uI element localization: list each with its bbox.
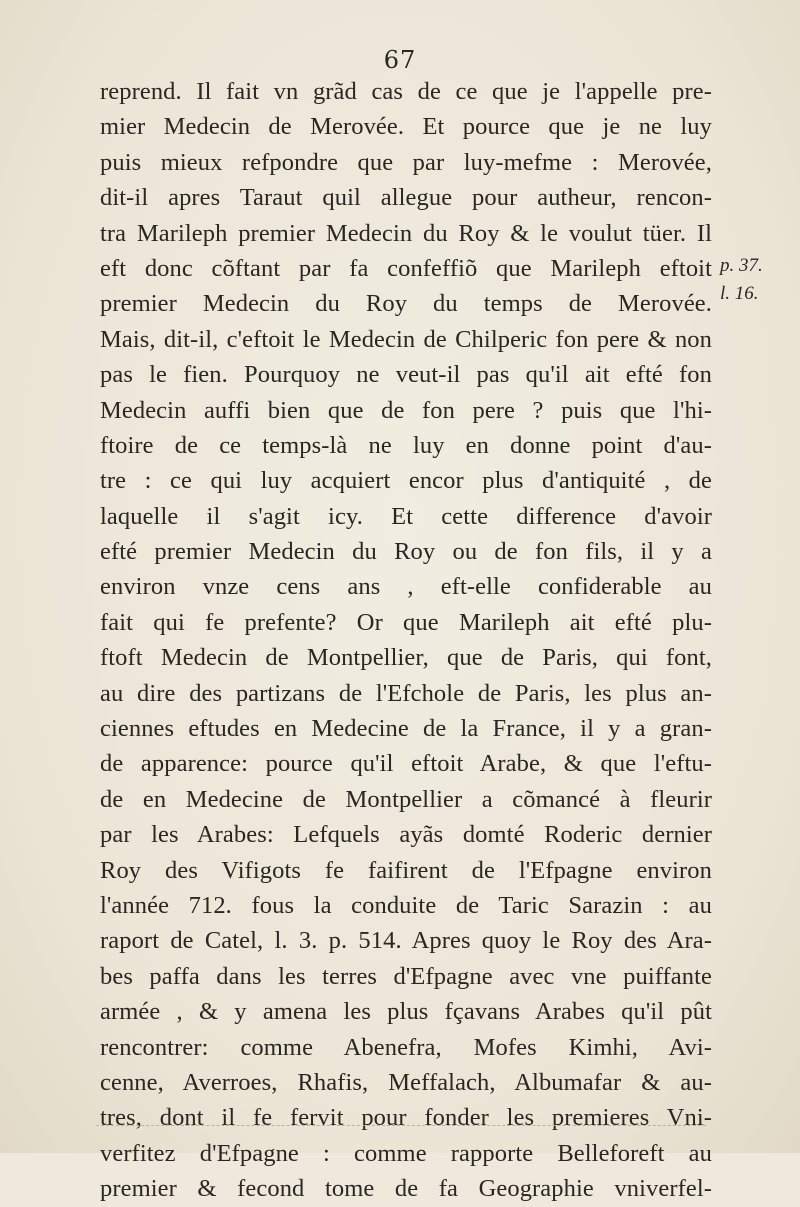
margin-note: p. 37. [720,255,763,276]
text-line: tre : ce qui luy acquiert encor plus d'antiquité , de [100,467,712,495]
text-line: Medecin auffi bien que de fon pere ? puis que l'hi- [100,396,712,424]
margin-note: l. 16. [720,283,759,304]
text-line: Mais, dit-il, c'eftoit le Medecin de Chilperic fon pere & non [100,325,712,353]
text-line: pas le fien. Pourquoy ne veut-il pas qu'il ait efté fon [100,361,712,389]
text-line: de apparence: pource qu'il eftoit Arabe, & que l'eftu- [100,750,712,778]
text-line: premier & fecond tome de fa Geographie vniverfel- [100,1175,712,1203]
text-line: armée , & y amena les plus fçavans Arabes qu'il pût [100,998,712,1026]
text-line: ciennes eftudes en Medecine de la France, il y a gran- [100,715,712,743]
text-line: tra Marileph premier Medecin du Roy & le voulut tüer. Il [100,219,712,247]
text-line: environ vnze cens ans , eft-elle confiderable au [100,573,712,601]
text-line: au dire des partizans de l'Efchole de Paris, les plus an- [100,679,712,707]
text-line: puis mieux refpondre que par luy-mefme : Merovée, [100,148,712,176]
page-number: 67 [383,46,417,74]
text-line: efté premier Medecin du Roy ou de fon fils, il y a [100,538,712,566]
text-line: reprend. Il fait vn grãd cas de ce que je l'appelle pre- [100,78,712,105]
text-line: par les Arabes: Lefquels ayãs domté Roderic dernier [100,821,712,849]
text-line: tres, dont il fe fervit pour fonder les premieres Vni- [100,1104,712,1132]
body-text [100,74,712,1207]
text-line: l'année 712. fous la conduite de Taric Sarazin : au [100,891,712,919]
text-line: Roy des Vifigots fe faifirent de l'Efpagne environ [100,856,712,884]
text-line: verfitez d'Efpagne : comme rapporte Belleforeft au [100,1139,712,1167]
text-line: fait qui fe prefente? Or que Marileph ait efté plu- [100,608,712,636]
text-line: rencontrer: comme Abenefra, Mofes Kimhi, Avi- [100,1033,712,1061]
text-line: ftoire de ce temps-là ne luy en donne point d'au- [100,431,712,459]
text-line: ftoft Medecin de Montpellier, que de Paris, qui font, [100,644,712,672]
text-line: premier Medecin du Roy du temps de Merovée. [100,290,712,318]
text-line: mier Medecin de Merovée. Et pource que je ne luy [100,113,712,141]
bottom-rule [96,1125,706,1127]
text-line: dit-il apres Taraut quil allegue pour autheur, rencon- [100,184,712,212]
text-line: bes paffa dans les terres d'Efpagne avec vne puiffante [100,962,712,990]
text-line: de en Medecine de Montpellier a cõmancé à fleurir [100,785,712,813]
text-line: eft donc cõftant par fa confeffiõ que Marileph eftoit [100,254,712,282]
text-line: cenne, Averroes, Rhafis, Meffalach, Albumafar & au- [100,1068,712,1096]
text-line: raport de Catel, l. 3. p. 514. Apres quoy le Roy des Ara- [100,927,712,955]
text-line: laquelle il s'agit icy. Et cette difference d'avoir [100,502,712,530]
